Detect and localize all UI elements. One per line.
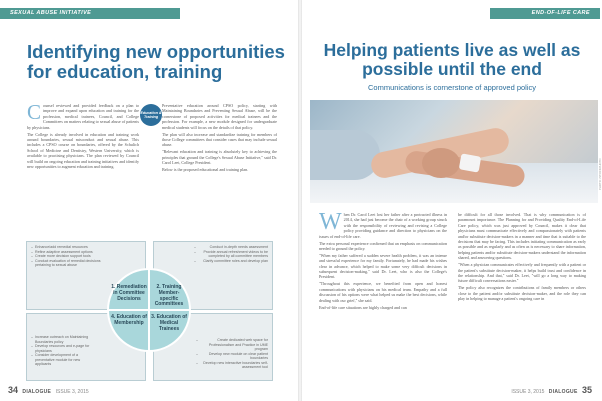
- list-item: – Develop new module on clear patient boundaries: [196, 352, 268, 361]
- segment-label-3: 3. Education of Medical Trainees: [151, 314, 187, 332]
- paragraph: ounsel reviewed and provided feedback on a plan to improve and expand upon education and training for the profession, medical trainees, Council, and College Committees on matters relating to sexual abuse of patients by physicians.: [27, 103, 139, 130]
- clasped-hands: [422, 148, 460, 178]
- divider: [148, 270, 150, 350]
- sleeve: [310, 130, 380, 180]
- section-banner-left: SEXUAL ABUSE INITIATIVE: [0, 8, 180, 19]
- list-item: – Clarify committee roles and develop plan: [194, 259, 268, 264]
- hospital-patient-photo: [310, 100, 598, 203]
- left-page: [0, 0, 298, 401]
- bullet-list: [31, 335, 97, 367]
- page-number: 35: [581, 385, 592, 395]
- segment-label-4: 4. Education of Membership: [111, 314, 147, 326]
- left-column-1: [27, 100, 139, 171]
- right-page-subtitle: Communications is cornerstone of approved policy: [368, 83, 536, 92]
- right-page-title: Helping patients live as well as possible until the end: [323, 40, 581, 79]
- paragraph: The extra personal experience confirmed that an emphasis on communication needed to ground the policy.: [319, 240, 447, 251]
- list-item: – Create more decision support tools: [31, 254, 107, 259]
- list-item: – Refine adaptive assessment options: [31, 250, 107, 255]
- right-column-1: [319, 209, 447, 311]
- left-page-title: Identifying new opportunities for education, training: [27, 41, 285, 82]
- photo-credit: PHOTO: iSTOCKPHOTO: [598, 158, 602, 190]
- drop-cap: W: [319, 209, 342, 235]
- bullet-list: [194, 245, 268, 263]
- section-banner-right: END-OF-LIFE CARE: [490, 8, 600, 19]
- education-plan-diagram: [26, 241, 271, 379]
- paragraph: "When my father suffered a sudden severe health problem, it was an intense and stressful experience for my family. Fortunately, he had made his wishes clear in advance, which helped to make some very difficult decisions in subsequent decision-making," said Dr. Leet, who is also the College's President.: [319, 252, 447, 280]
- drop-cap: C: [27, 100, 42, 124]
- segment-label-2: 2. Training Member-specific Committees: [154, 284, 184, 308]
- paragraph: The College is already involved in education and training work around boundaries, sexual misconduct and sexual abuse. This includes a CPSO course on boundaries, offered by the Schulich School of Medicine and Dentistry, Western University, which is available to practising physicians. The plan reviewed by Council will build on ongoing education and training initiatives and identify new opportunities to augment education and training.: [27, 131, 139, 169]
- publication-name: DIALOGUE: [22, 389, 52, 395]
- list-item: – Enhance/add remedial resources: [31, 245, 107, 250]
- iv-bandage: [459, 153, 481, 172]
- issue-label: ISSUE 3, 2015: [55, 389, 89, 395]
- footer-left: [8, 385, 89, 395]
- publication-name: DIALOGUE: [548, 389, 578, 395]
- bullet-list: [196, 338, 268, 370]
- paragraph: The plan will also increase and standardize training for members of those College committees that consider cases that may include sexual abuse.: [162, 131, 277, 148]
- left-column-2: [162, 103, 277, 174]
- right-page: [302, 0, 600, 401]
- paragraph: hen Dr. Carol Leet lost her father after a protracted illness in 2014, she had just become the chair of a working group struck with the responsibility of reviewing and revising a College policy providing guidance and direction to physicians on the issues of end-of-life care.: [319, 212, 447, 239]
- issue-label: ISSUE 3, 2015: [511, 389, 545, 395]
- list-item: – Conduct in-depth needs assessment: [194, 245, 268, 250]
- list-item: – Consider development of a preventative module for new applicants: [31, 353, 97, 367]
- list-item: – Develop new interactive boundaries self-assessment tool: [196, 361, 268, 370]
- education-training-badge: Education & Training: [140, 104, 162, 126]
- list-item: – Provide annual refreshment videos to be completed by all committee members: [194, 250, 268, 259]
- paragraph: be difficult for all those involved. That is why communication is of paramount importance. The Planning for and Providing Quality End-of-Life Care policy, which was just approved by Council, makes it clear that physicians must communicate effectively and compassionately with patients and/or substitute decision-makers in a manner and time that is suitable to the decisions that may be facing. This includes initiating communication as early as possible and as regularly and as often as is necessary to share information, helping patients and/or substitute decision-makers understand the information shared, and answering questions.: [458, 212, 586, 261]
- paragraph: "Throughout this experience, we benefited from open and honest communications with physicians on his medical team. Empathy and a full discussion of his options were what helped us make the best decisions, while dealing with our grief," she said.: [319, 281, 447, 303]
- right-column-2: [458, 212, 586, 303]
- paragraph: "When a physician communicates effectively and frequently with a patient or the patient's substitute decision-maker, it helps build trust and confidence in the relationship. And that," said Dr. Leet, "will go a long way to making future difficult conversations easier.": [458, 262, 586, 284]
- paragraph: Below is the proposed educational and training plan.: [162, 166, 249, 172]
- paragraph: Preventative education around CPSO policy, starting with Maintaining Boundaries and Preventing Sexual Abuse, will be the cornerstone of proposed activities for medical trainees and the profession. For example, a new module designed for undergraduate medical students will focus on the details of that policy.: [162, 103, 277, 130]
- footer-right: [511, 385, 592, 395]
- segment-label-1: 1. Remediation in Committee Decisions: [111, 284, 147, 302]
- paragraph: "Relevant education and training is absolutely key to achieving the principles that ground the College's Sexual Abuse Initiative," said Dr. Carol Leet, College President.: [162, 149, 277, 166]
- list-item: – Conduct evaluation of remedial decisions pertaining to sexual abuse: [31, 259, 107, 268]
- bullet-list: [31, 245, 107, 268]
- page-number: 34: [8, 385, 19, 395]
- list-item: – Increase outreach on Maintaining Boundaries policy: [31, 335, 97, 344]
- paragraph: End-of-life care situations are highly charged and can: [319, 304, 407, 310]
- paragraph: The policy also recognizes the contributions of family members or others close to the patient and/or substitute decision-maker, and the role they can play in helping to manage a patient's ongoing care in: [458, 285, 586, 302]
- central-circle: [109, 270, 189, 350]
- list-item: – Develop resources and e-page for physicians: [31, 344, 97, 353]
- list-item: – Create dedicated web space for Professionalism and Practice in UME program: [196, 338, 268, 352]
